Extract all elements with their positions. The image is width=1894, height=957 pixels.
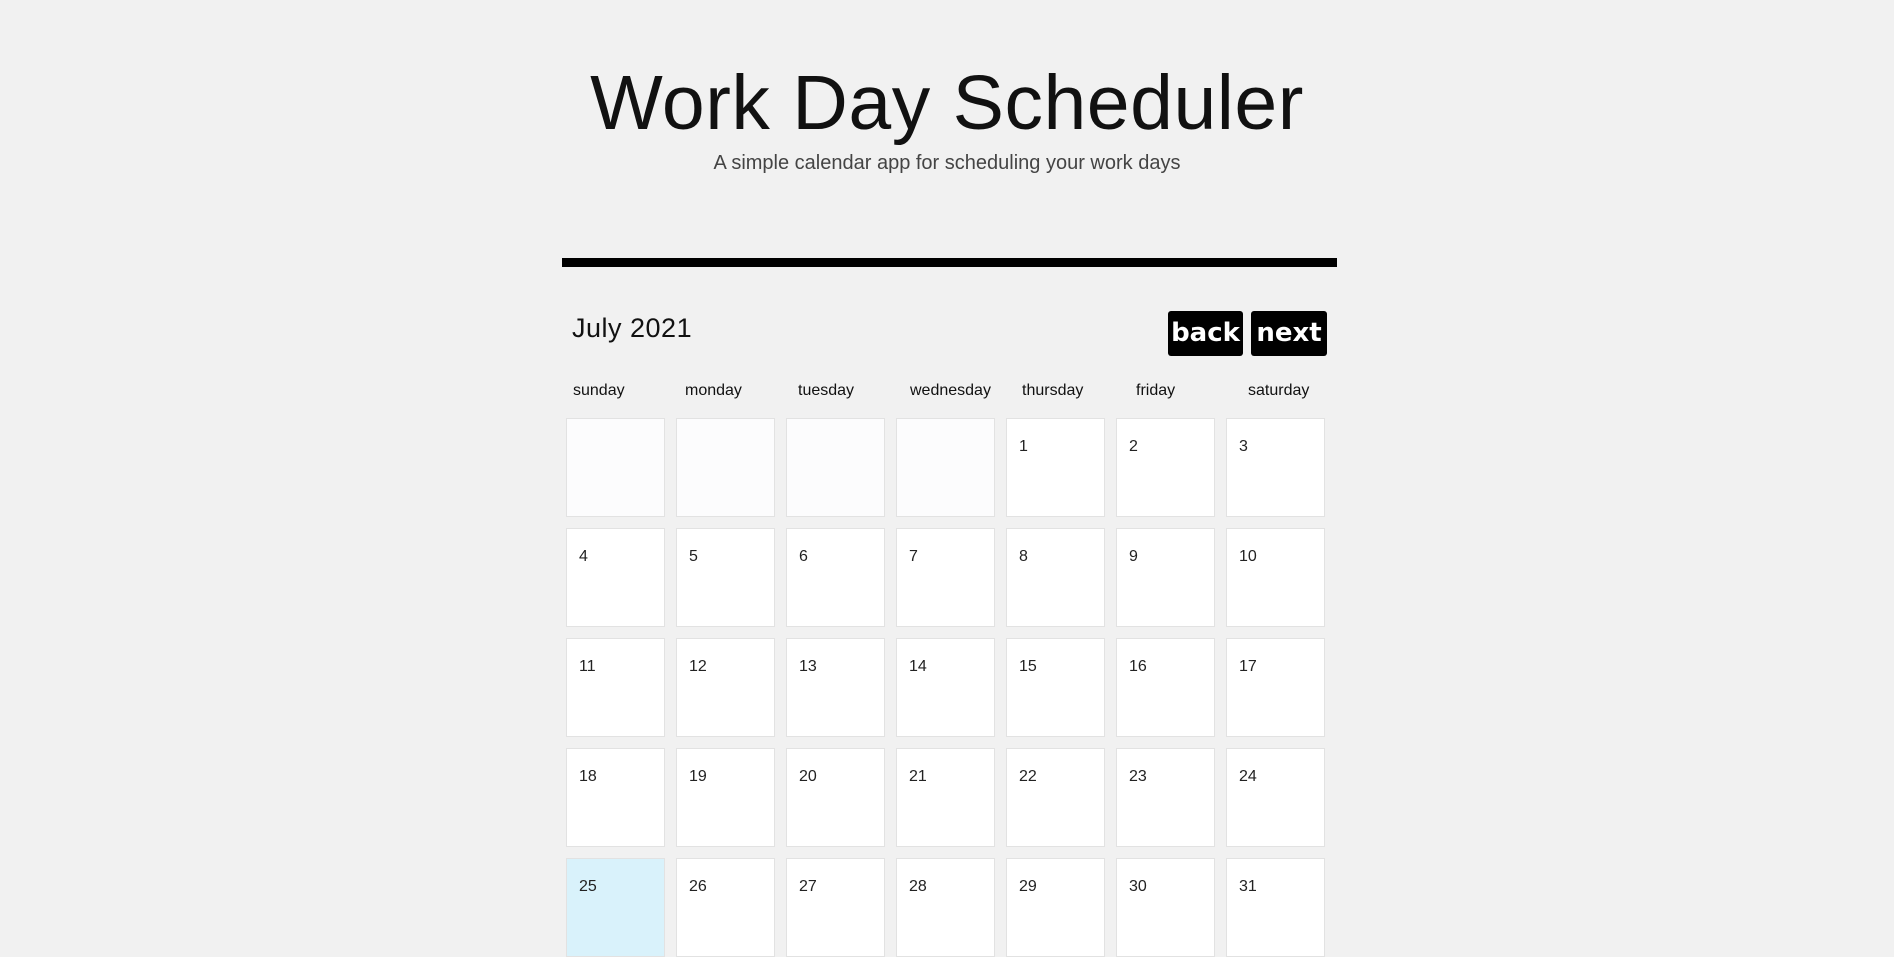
day-number: 13 bbox=[799, 658, 817, 675]
day-number: 25 bbox=[579, 878, 597, 895]
day-number: 6 bbox=[799, 548, 808, 565]
day-cell-8[interactable] bbox=[1006, 528, 1105, 627]
day-cell-27[interactable] bbox=[786, 858, 885, 957]
page-title: Work Day Scheduler bbox=[590, 60, 1304, 146]
day-number: 9 bbox=[1129, 548, 1138, 565]
day-cell-18[interactable] bbox=[566, 748, 665, 847]
day-cell-3[interactable] bbox=[1226, 418, 1325, 517]
day-cell-13[interactable] bbox=[786, 638, 885, 737]
day-number: 31 bbox=[1239, 878, 1257, 895]
day-cell-30[interactable] bbox=[1116, 858, 1215, 957]
day-number: 18 bbox=[579, 768, 597, 785]
month-label: July 2021 bbox=[572, 313, 693, 343]
day-number: 15 bbox=[1019, 658, 1037, 675]
day-cell-23[interactable] bbox=[1116, 748, 1215, 847]
day-number: 24 bbox=[1239, 768, 1257, 785]
weekday-sunday: sunday bbox=[573, 382, 625, 399]
day-number: 4 bbox=[579, 548, 588, 565]
weekday-tuesday: tuesday bbox=[798, 382, 855, 399]
header-divider bbox=[562, 258, 1337, 267]
day-cell-5[interactable] bbox=[676, 528, 775, 627]
day-cell-20[interactable] bbox=[786, 748, 885, 847]
day-cell-21[interactable] bbox=[896, 748, 995, 847]
day-cell-1[interactable] bbox=[1006, 418, 1105, 517]
day-cell-6[interactable] bbox=[786, 528, 885, 627]
empty-day-cell bbox=[786, 418, 885, 517]
day-number: 11 bbox=[579, 658, 596, 675]
day-cell-4[interactable] bbox=[566, 528, 665, 627]
day-cell-19[interactable] bbox=[676, 748, 775, 847]
day-cell-7[interactable] bbox=[896, 528, 995, 627]
day-number: 29 bbox=[1019, 878, 1037, 895]
day-number: 2 bbox=[1129, 438, 1138, 455]
empty-day-cell bbox=[566, 418, 665, 517]
day-cell-25[interactable] bbox=[566, 858, 665, 957]
day-cell-22[interactable] bbox=[1006, 748, 1105, 847]
day-number: 26 bbox=[689, 878, 707, 895]
page-subtitle: A simple calendar app for scheduling your work days bbox=[713, 152, 1181, 174]
day-number: 5 bbox=[689, 548, 698, 565]
empty-day-cell bbox=[896, 418, 995, 517]
day-cell-12[interactable] bbox=[676, 638, 775, 737]
empty-day-cell bbox=[676, 418, 775, 517]
day-number: 20 bbox=[799, 768, 817, 785]
weekday-thursday: thursday bbox=[1022, 382, 1084, 399]
day-number: 23 bbox=[1129, 768, 1147, 785]
back-button[interactable]: back bbox=[1168, 311, 1243, 356]
day-cell-2[interactable] bbox=[1116, 418, 1215, 517]
day-number: 27 bbox=[799, 878, 817, 895]
day-number: 22 bbox=[1019, 768, 1037, 785]
day-cell-14[interactable] bbox=[896, 638, 995, 737]
day-cell-17[interactable] bbox=[1226, 638, 1325, 737]
day-number: 30 bbox=[1129, 878, 1147, 895]
day-number: 16 bbox=[1129, 658, 1147, 675]
day-number: 10 bbox=[1239, 548, 1257, 565]
weekday-friday: friday bbox=[1136, 382, 1176, 399]
day-number: 28 bbox=[909, 878, 927, 895]
day-cell-26[interactable] bbox=[676, 858, 775, 957]
day-number: 8 bbox=[1019, 548, 1028, 565]
day-number: 19 bbox=[689, 768, 707, 785]
day-cell-15[interactable] bbox=[1006, 638, 1105, 737]
day-number: 3 bbox=[1239, 438, 1248, 455]
day-number: 17 bbox=[1239, 658, 1257, 675]
day-cell-31[interactable] bbox=[1226, 858, 1325, 957]
day-cell-10[interactable] bbox=[1226, 528, 1325, 627]
weekday-monday: monday bbox=[685, 382, 742, 399]
day-number: 14 bbox=[909, 658, 927, 675]
next-button[interactable]: next bbox=[1251, 311, 1327, 356]
day-cell-24[interactable] bbox=[1226, 748, 1325, 847]
day-cell-16[interactable] bbox=[1116, 638, 1215, 737]
day-number: 7 bbox=[909, 548, 918, 565]
day-number: 1 bbox=[1019, 438, 1028, 455]
day-cell-28[interactable] bbox=[896, 858, 995, 957]
weekday-saturday: saturday bbox=[1248, 382, 1310, 399]
day-cell-11[interactable] bbox=[566, 638, 665, 737]
weekday-wednesday: wednesday bbox=[910, 382, 991, 399]
day-cell-9[interactable] bbox=[1116, 528, 1215, 627]
day-cell-29[interactable] bbox=[1006, 858, 1105, 957]
day-number: 21 bbox=[909, 768, 927, 785]
day-number: 12 bbox=[689, 658, 707, 675]
